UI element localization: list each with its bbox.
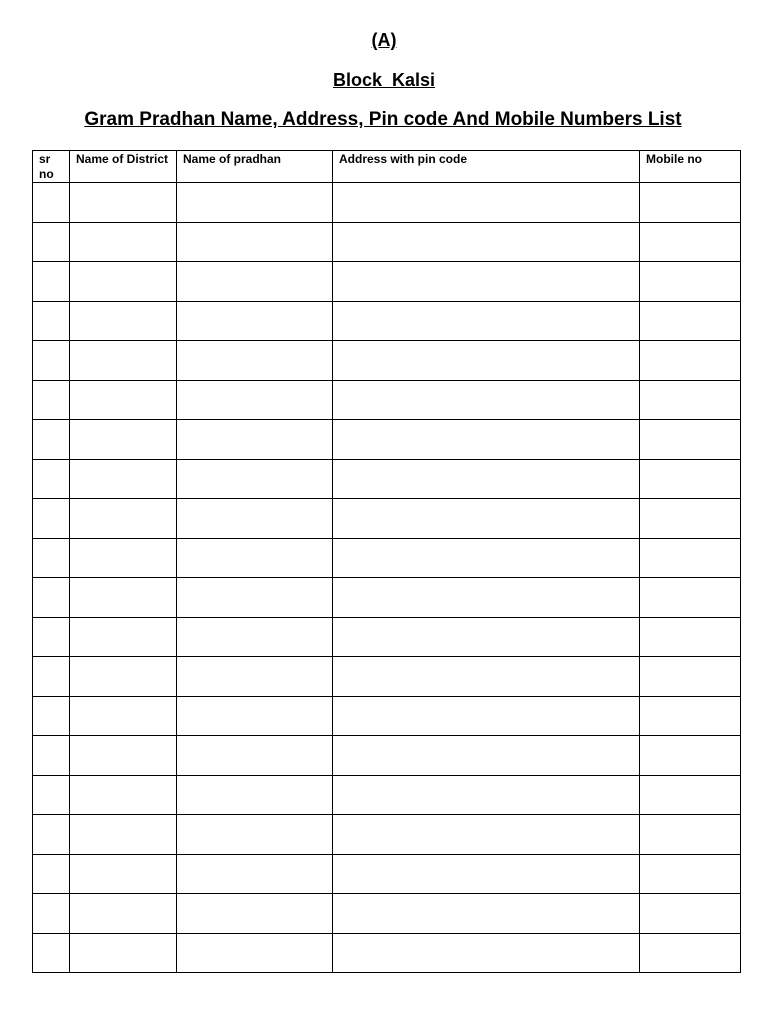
cell-sr-no <box>33 262 70 302</box>
cell-address <box>333 538 640 578</box>
cell-sr-no <box>33 578 70 618</box>
table-row <box>33 420 741 460</box>
cell-mobile <box>640 538 741 578</box>
cell-sr-no <box>33 696 70 736</box>
cell-sr-no <box>33 854 70 894</box>
cell-district <box>70 459 177 499</box>
cell-district <box>70 578 177 618</box>
cell-mobile <box>640 459 741 499</box>
cell-pradhan-name <box>177 380 333 420</box>
column-header-district: Name of District <box>70 151 177 183</box>
cell-mobile <box>640 854 741 894</box>
table-row <box>33 775 741 815</box>
cell-mobile <box>640 380 741 420</box>
table-row <box>33 617 741 657</box>
cell-pradhan-name <box>177 657 333 697</box>
cell-address <box>333 933 640 973</box>
cell-address <box>333 617 640 657</box>
cell-sr-no <box>33 183 70 223</box>
cell-district <box>70 341 177 381</box>
table-row <box>33 183 741 223</box>
cell-pradhan-name <box>177 538 333 578</box>
cell-district <box>70 420 177 460</box>
column-header-sr-no: sr no <box>33 151 70 183</box>
cell-pradhan-name <box>177 499 333 539</box>
cell-mobile <box>640 617 741 657</box>
cell-sr-no <box>33 499 70 539</box>
cell-district <box>70 617 177 657</box>
cell-mobile <box>640 815 741 855</box>
cell-pradhan-name <box>177 341 333 381</box>
table-row <box>33 341 741 381</box>
table-row <box>33 933 741 973</box>
cell-sr-no <box>33 617 70 657</box>
cell-pradhan-name <box>177 420 333 460</box>
table-row <box>33 696 741 736</box>
cell-address <box>333 775 640 815</box>
cell-mobile <box>640 578 741 618</box>
cell-sr-no <box>33 301 70 341</box>
cell-pradhan-name <box>177 696 333 736</box>
table-row <box>33 736 741 776</box>
cell-district <box>70 262 177 302</box>
cell-address <box>333 894 640 934</box>
pradhan-list-table <box>32 150 741 973</box>
table-body <box>33 183 741 973</box>
cell-address <box>333 657 640 697</box>
cell-district <box>70 894 177 934</box>
cell-pradhan-name <box>177 854 333 894</box>
cell-pradhan-name <box>177 617 333 657</box>
cell-mobile <box>640 894 741 934</box>
cell-sr-no <box>33 538 70 578</box>
cell-district <box>70 696 177 736</box>
column-header-address: Address with pin code <box>333 151 640 183</box>
cell-address <box>333 815 640 855</box>
cell-pradhan-name <box>177 736 333 776</box>
cell-mobile <box>640 262 741 302</box>
cell-sr-no <box>33 736 70 776</box>
cell-sr-no <box>33 380 70 420</box>
column-header-pradhan-name: Name of pradhan <box>177 151 333 183</box>
cell-district <box>70 854 177 894</box>
cell-sr-no <box>33 815 70 855</box>
table-row <box>33 815 741 855</box>
cell-pradhan-name <box>177 222 333 262</box>
cell-mobile <box>640 301 741 341</box>
cell-sr-no <box>33 657 70 697</box>
table-header-row <box>33 151 741 183</box>
cell-address <box>333 222 640 262</box>
cell-mobile <box>640 499 741 539</box>
table-row <box>33 499 741 539</box>
cell-mobile <box>640 222 741 262</box>
cell-district <box>70 183 177 223</box>
table-row <box>33 380 741 420</box>
cell-address <box>333 459 640 499</box>
cell-district <box>70 538 177 578</box>
table-row <box>33 657 741 697</box>
table-row <box>33 222 741 262</box>
cell-sr-no <box>33 933 70 973</box>
cell-address <box>333 696 640 736</box>
cell-district <box>70 301 177 341</box>
table-row <box>33 578 741 618</box>
cell-mobile <box>640 736 741 776</box>
table-row <box>33 459 741 499</box>
cell-district <box>70 815 177 855</box>
cell-address <box>333 854 640 894</box>
table-row <box>33 301 741 341</box>
cell-address <box>333 301 640 341</box>
cell-sr-no <box>33 222 70 262</box>
cell-address <box>333 183 640 223</box>
table-row <box>33 894 741 934</box>
cell-district <box>70 736 177 776</box>
cell-pradhan-name <box>177 815 333 855</box>
cell-mobile <box>640 420 741 460</box>
cell-pradhan-name <box>177 183 333 223</box>
cell-address <box>333 341 640 381</box>
cell-mobile <box>640 933 741 973</box>
cell-address <box>333 736 640 776</box>
document-title: Gram Pradhan Name, Address, Pin code And Mobile Numbers List <box>84 109 682 130</box>
cell-address <box>333 499 640 539</box>
cell-sr-no <box>33 775 70 815</box>
cell-mobile <box>640 775 741 815</box>
cell-pradhan-name <box>177 301 333 341</box>
cell-sr-no <box>33 341 70 381</box>
cell-address <box>333 578 640 618</box>
document-label: (A) <box>371 30 397 50</box>
cell-district <box>70 380 177 420</box>
cell-address <box>333 262 640 302</box>
table-row <box>33 538 741 578</box>
cell-address <box>333 420 640 460</box>
block-heading: Block Kalsi <box>332 70 436 90</box>
cell-sr-no <box>33 420 70 460</box>
cell-mobile <box>640 341 741 381</box>
cell-mobile <box>640 657 741 697</box>
cell-pradhan-name <box>177 578 333 618</box>
cell-pradhan-name <box>177 459 333 499</box>
cell-pradhan-name <box>177 775 333 815</box>
cell-pradhan-name <box>177 894 333 934</box>
cell-mobile <box>640 696 741 736</box>
cell-district <box>70 222 177 262</box>
column-header-mobile: Mobile no <box>640 151 741 183</box>
cell-district <box>70 657 177 697</box>
cell-pradhan-name <box>177 262 333 302</box>
table-row <box>33 854 741 894</box>
cell-district <box>70 933 177 973</box>
cell-sr-no <box>33 894 70 934</box>
cell-mobile <box>640 183 741 223</box>
cell-address <box>333 380 640 420</box>
cell-district <box>70 775 177 815</box>
cell-sr-no <box>33 459 70 499</box>
cell-district <box>70 499 177 539</box>
cell-pradhan-name <box>177 933 333 973</box>
table-row <box>33 262 741 302</box>
